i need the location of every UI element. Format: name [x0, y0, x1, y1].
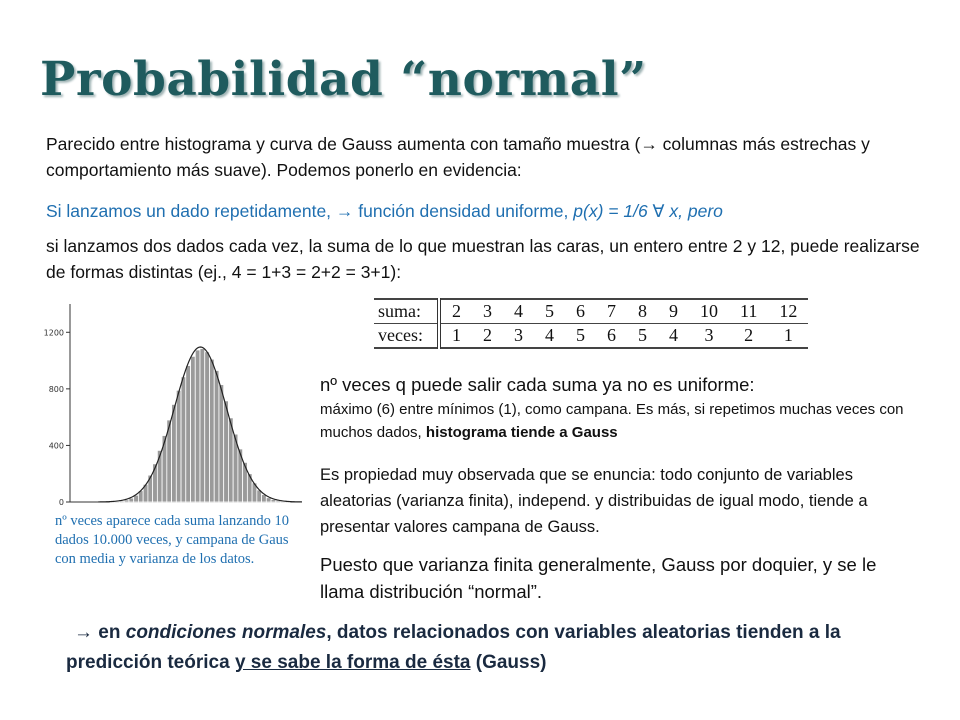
histogram-bar	[186, 366, 191, 502]
campana-rest: máximo (6) entre mínimos (1), como campana. Es más, si repetimos muchas veces con muchos dados,	[320, 401, 904, 441]
y-tick-label: 1200	[43, 328, 64, 338]
sum-cell: 8	[627, 299, 658, 324]
sum-row-label: suma:	[374, 299, 439, 324]
sum-cell: 9	[658, 299, 689, 324]
sum-row	[374, 299, 808, 324]
slide-title: Probabilidad “normal”	[40, 52, 647, 107]
y-tick-label: 400	[48, 441, 64, 451]
arrow-icon: →	[74, 622, 93, 643]
histogram-bar	[209, 359, 214, 502]
histogram-bar	[153, 464, 158, 502]
clt-paragraph: Es propiedad muy observada que se enuncia: todo conjunto de variables aleatorias (varianza finita), independ. y distribuidas de igual modo, tiende a presentar valores campana de Gauss.	[320, 466, 868, 536]
count-cell: 4	[544, 325, 554, 345]
histogram-bar	[181, 377, 186, 502]
histogram-bar	[148, 475, 153, 502]
conclusion-mid: , datos relacionados con variables aleatorias tienden a la predicción teórica	[66, 622, 841, 673]
histogram-bar	[176, 390, 181, 502]
count-row-label: veces:	[374, 324, 439, 349]
count-cell: 5	[575, 325, 585, 345]
count-cell: 1	[451, 325, 461, 345]
campana-paragraph	[320, 372, 920, 444]
campana-bold: histograma tiende a Gauss	[425, 424, 618, 441]
campana-text	[320, 398, 920, 444]
sum-cell: 2	[439, 299, 472, 324]
histogram-bar	[205, 352, 210, 502]
histogram-bar	[195, 350, 200, 502]
histogram-bar	[224, 401, 229, 502]
histogram-bar	[191, 356, 196, 502]
y-tick-label: 0	[58, 498, 64, 507]
histogram-bar	[266, 498, 271, 502]
uniform-die-text: Si lanzamos un dado repetidamente, → función densidad uniforme,	[46, 201, 569, 221]
sum-cell: 4	[503, 299, 534, 324]
sum-cell: 7	[596, 299, 627, 324]
count-cell: 3	[513, 325, 523, 345]
histogram-bar	[219, 385, 224, 502]
count-cell: 6	[606, 325, 616, 345]
uniform-die-paragraph	[46, 198, 926, 224]
count-cell: 1	[783, 325, 793, 345]
count-cell: 3	[704, 325, 714, 345]
count-cell: 5	[637, 325, 647, 345]
sum-cell: 3	[472, 299, 503, 324]
histogram-bar	[200, 349, 205, 502]
sum-cell: 6	[565, 299, 596, 324]
sum-cell: 10	[689, 299, 729, 324]
conclusion	[66, 618, 926, 678]
two-dice-paragraph: si lanzamos dos dados cada vez, la suma de lo que muestran las caras, un entero entre 2 y 12, puede realizarse de formas distintas (ej., 4 = 1+3 = 2+2 = 3+1):	[46, 236, 920, 282]
intro-paragraph: Parecido entre histograma y curva de Gauss aumenta con tamaño muestra (→ columnas más estrechas y comportamiento más suave). Podemos ponerlo en evidencia:	[46, 134, 870, 180]
histogram-chart	[40, 300, 302, 512]
count-cell: 2	[482, 325, 492, 345]
sum-counts-table	[374, 298, 808, 349]
conclusion-underlined: y se sabe la forma de ésta	[234, 652, 471, 673]
count-cell: 2	[744, 325, 754, 345]
count-cell: 4	[668, 325, 678, 345]
y-tick-label: 800	[48, 384, 64, 394]
count-row	[374, 324, 808, 349]
campana-lead: nº veces q puede salir cada suma ya no es uniforme:	[320, 374, 755, 395]
histogram-caption: nº veces aparece cada suma lanzando 10 dados 10.000 veces, y campana de Gaus con media y varianza de los datos.	[55, 513, 289, 567]
conclusion-pre: en	[98, 622, 121, 643]
normal-name-paragraph: Puesto que varianza finita generalmente, Gauss por doquier, y se le llama distribución “normal”.	[320, 554, 877, 602]
sum-cell: 5	[534, 299, 565, 324]
sum-cell: 11	[729, 299, 768, 324]
sum-cell: 12	[768, 299, 808, 324]
uniform-density-formula: p(x) = 1/6 ∀ x, pero	[573, 201, 723, 221]
histogram-bar	[214, 370, 219, 502]
conclusion-post: (Gauss)	[475, 652, 547, 673]
conclusion-italic: condiciones normales	[125, 622, 327, 643]
histogram-bar	[157, 450, 162, 502]
histogram-bar	[172, 404, 177, 502]
